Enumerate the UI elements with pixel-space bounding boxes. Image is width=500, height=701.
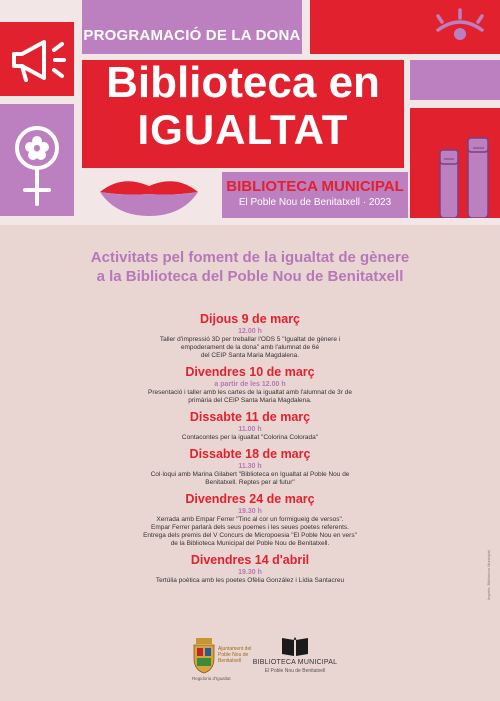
event-item <box>120 553 380 585</box>
library-subtitle: El Poble Nou de Benitatxell · 2023 <box>238 197 392 208</box>
event-description: Presentació i taller amb les cartes de la igualtat amb l'alumnat de 3r de <box>148 389 352 396</box>
subheading-line-2: a la Biblioteca del Poble Nou de Benitatxell <box>96 268 404 285</box>
raised-fists-icon <box>410 108 500 218</box>
event-description: Col·loqui amb Marina Gilabert "Biblioteca en Igualtat al Poble Nou de <box>150 471 350 478</box>
event-description: de la Biblioteca Municipal del Poble Nou de Benitatxell. <box>170 540 330 547</box>
event-item <box>120 312 380 360</box>
event-description: primària del CEIP Santa Maria Magdalena. <box>188 397 312 404</box>
event-description: Benitatxell. Reptes per al futur" <box>205 479 295 486</box>
event-description: Contacontes per la igualtat "Colorina Colorada" <box>181 434 319 441</box>
event-item <box>120 410 380 442</box>
event-time: 19.30 h <box>238 508 262 515</box>
footer-library-subtitle: El Poble Nou de Benitatxell <box>264 668 326 674</box>
event-description: Entrega dels premis del V Concurs de Micropoesia "El Poble Nou en vers" <box>143 532 357 539</box>
lips-icon <box>82 172 216 218</box>
small-purple-block <box>410 60 500 100</box>
megaphone-block <box>0 22 74 96</box>
event-time: 19.30 h <box>238 569 262 576</box>
eye-block <box>310 0 500 54</box>
ajuntament-subtitle: Regidoria d'Igualtat <box>192 676 231 681</box>
vertical-print-note: Imprès: Biblioteca Municipal <box>486 550 491 600</box>
event-schedule <box>120 312 380 590</box>
event-description: Taller d'impressió 3D per treballar l'ODS 5 "Igualtat de gènere i <box>159 336 341 343</box>
event-time: 11.00 h <box>238 426 262 433</box>
library-name: BIBLIOTECA MUNICIPAL <box>226 178 404 195</box>
program-tag: PROGRAMACIÓ DE LA DONA <box>83 26 301 44</box>
event-description: Empar Ferrer parlarà dels seus poemes i les seues poetes referents. <box>151 524 349 531</box>
event-item <box>120 447 380 487</box>
event-time: a partir de les 12.00 h <box>214 381 286 388</box>
title-line-2: IGUALTAT <box>137 106 349 153</box>
event-time: 11.30 h <box>238 463 262 470</box>
megaphone-icon <box>0 22 74 96</box>
footer-library-name: BIBLIOTECA MUNICIPAL <box>252 659 338 666</box>
event-day: Dissabte 11 de març <box>189 410 311 424</box>
event-time: 12.00 h <box>238 328 262 335</box>
ajuntament-line: Ajuntament del <box>218 646 252 652</box>
event-description: Xerrada amb Empar Ferrer "Tinc al cor un formigueig de versos". <box>156 516 344 523</box>
coat-of-arms-icon <box>192 636 216 674</box>
title-line-1: Biblioteca en <box>106 58 380 107</box>
event-description: del CEIP Santa Maria Magdalena. <box>200 352 300 359</box>
fists-block <box>410 108 500 218</box>
event-day: Dissabte 18 de març <box>189 447 311 461</box>
event-item <box>120 492 380 548</box>
book-logo-icon <box>280 634 310 658</box>
event-description: Tertúlia poètica amb les poetes Ofèlia González i Lídia Santacreu <box>155 577 345 584</box>
subheading-line-1: Activitats pel foment de la igualtat de gènere <box>90 249 410 266</box>
lips-block <box>82 172 216 218</box>
female-symbol-icon <box>0 104 74 216</box>
subheading <box>40 248 460 286</box>
event-day: Divendres 10 de març <box>185 365 315 379</box>
ajuntament-line: Benitatxell <box>218 658 242 664</box>
event-description: empoderament de la dona" amb l'alumnat de 6é <box>180 344 320 351</box>
event-day: Divendres 24 de març <box>185 492 315 506</box>
event-day: Divendres 14 d'abril <box>190 553 310 567</box>
ajuntament-line: Poble Nou de <box>218 652 249 658</box>
eye-icon <box>310 0 500 54</box>
venus-block <box>0 104 74 216</box>
event-item <box>120 365 380 405</box>
event-day: Dijous 9 de març <box>199 312 301 326</box>
